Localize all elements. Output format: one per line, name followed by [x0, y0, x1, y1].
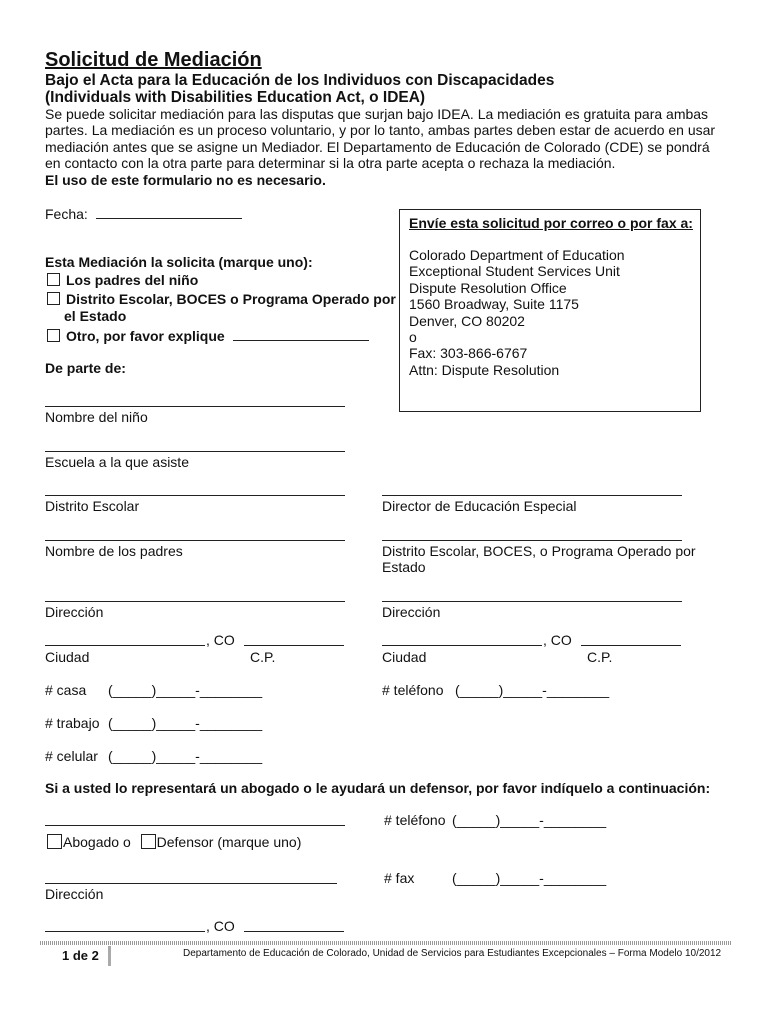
home-phone-blank[interactable]: (_____)_____-________ — [108, 682, 263, 698]
requester-option-district-cont: el Estado — [64, 308, 127, 324]
requester-heading: Esta Mediación la solicita (marque uno): — [45, 254, 313, 270]
address-line: Exceptional Student Services Unit — [409, 263, 620, 280]
school-label: Escuela a la que asiste — [45, 454, 189, 470]
footer-rule — [40, 941, 732, 945]
child-name-label: Nombre del niño — [45, 409, 148, 425]
intro-line: partes. La mediación es un proceso voluntario, y por lo tanto, ambas partes deben estar de acuerdo en usar — [45, 122, 716, 139]
director-blank[interactable] — [382, 495, 682, 496]
district-phone-blank[interactable]: (_____)_____-________ — [455, 682, 610, 698]
attorney-phone-label: # teléfono — [384, 812, 446, 828]
cell-phone-blank[interactable]: (_____)_____-________ — [108, 748, 263, 764]
date-label: Fecha: — [45, 206, 88, 222]
district-boces-blank[interactable] — [382, 540, 682, 541]
state-co: , CO — [206, 632, 235, 648]
mailing-heading: Envíe esta solicitud por correo o por fax a: — [409, 215, 693, 231]
district-blank[interactable] — [45, 495, 345, 496]
form-title: Solicitud de Mediación — [45, 49, 262, 71]
attorney-fax-blank[interactable]: (_____)_____-________ — [452, 870, 607, 886]
footer-text: Departamento de Educación de Colorado, Unidad de Servicios para Estudiantes Excepcionales – Forma Modelo 10/2012 — [183, 948, 722, 959]
district-state-co: , CO — [543, 632, 572, 648]
requester-option-district[interactable] — [47, 291, 396, 307]
parents-name-blank[interactable] — [45, 540, 345, 541]
address-label: Dirección — [45, 604, 104, 620]
intro-note: El uso de este formulario no es necesario. — [45, 171, 326, 188]
intro-line: mediación antes que se asigne un Mediador. El Departamento de Educación de Colorado (CDE) se pondrá — [45, 138, 710, 155]
attorney-fax-label: # fax — [384, 870, 415, 886]
district-phone-label: # teléfono — [382, 682, 444, 698]
work-phone-blank[interactable]: (_____)_____-________ — [108, 715, 263, 731]
address-line: o — [409, 329, 417, 346]
date-blank[interactable] — [96, 205, 242, 219]
parents-name-label: Nombre de los padres — [45, 543, 183, 559]
address-line: Colorado Department of Education — [409, 247, 625, 263]
option-label: Los padres del niño — [66, 272, 199, 288]
attorney-name-blank[interactable] — [45, 825, 345, 826]
intro-line: en contacto con la otra parte para determinar si la otra parte acepta o rechaza la mediación. — [45, 155, 616, 172]
cell-phone-label: # celular — [45, 748, 98, 764]
subtitle-english: (Individuals with Disabilities Education Act, o IDEA) — [45, 89, 426, 106]
address-line: Fax: 303-866-6767 — [409, 345, 528, 362]
option-label: Distrito Escolar, BOCES o Programa Operado por — [66, 291, 396, 307]
address-line: Denver, CO 80202 — [409, 312, 525, 329]
attorney-type-select[interactable] — [47, 834, 301, 850]
attorney-phone-blank[interactable]: (_____)_____-________ — [452, 812, 607, 828]
district-address-blank[interactable] — [382, 601, 682, 602]
zip-blank[interactable] — [244, 645, 344, 646]
checkbox[interactable] — [47, 273, 60, 286]
district-boces-label-cont: Estado — [382, 559, 426, 575]
city-label: Ciudad — [45, 649, 90, 665]
director-label: Director de Educación Especial — [382, 498, 577, 514]
requester-option-other[interactable] — [47, 327, 369, 344]
district-city-label: Ciudad — [382, 649, 427, 665]
defensor-label: Defensor (marque uno) — [156, 834, 302, 850]
attorney-city-blank[interactable] — [45, 931, 205, 932]
abogado-label: Abogado o — [63, 834, 131, 850]
home-phone-label: # casa — [45, 682, 87, 698]
district-zip-label: C.P. — [587, 649, 613, 665]
option-label: Otro, por favor explique — [66, 328, 225, 344]
intro-line: Se puede solicitar mediación para las disputas que surjan bajo IDEA. La mediación es gratuita para ambas — [45, 106, 709, 122]
address-blank[interactable] — [45, 601, 345, 602]
address-line: 1560 Broadway, Suite 1175 — [409, 296, 579, 313]
attorney-heading: Si a usted lo representará un abogado o le ayudará un defensor, por favor indíquelo a continuación: — [45, 780, 711, 796]
subtitle-spanish: Bajo el Acta para la Educación de los Individuos con Discapacidades — [45, 72, 555, 89]
attorney-state-co: , CO — [206, 918, 235, 934]
district-zip-blank[interactable] — [581, 645, 681, 646]
district-boces-label: Distrito Escolar, BOCES, o Programa Operado por — [382, 543, 696, 559]
on-behalf-label: De parte de: — [45, 360, 126, 376]
attorney-address-label: Dirección — [45, 886, 104, 902]
district-address-label: Dirección — [382, 604, 441, 620]
district-label: Distrito Escolar — [45, 498, 140, 514]
checkbox[interactable] — [47, 292, 60, 305]
attorney-address-blank[interactable] — [45, 883, 337, 884]
mailing-address — [409, 247, 625, 378]
city-blank[interactable] — [45, 645, 205, 646]
zip-label: C.P. — [250, 649, 276, 665]
work-phone-label: # trabajo — [45, 715, 100, 731]
child-name-blank[interactable] — [45, 406, 345, 407]
explain-blank[interactable] — [233, 327, 369, 341]
checkbox-defensor[interactable] — [141, 834, 156, 849]
intro-paragraph — [45, 106, 725, 188]
district-city-blank[interactable] — [382, 645, 542, 646]
attorney-zip-blank[interactable] — [244, 931, 344, 932]
checkbox-abogado[interactable] — [47, 834, 62, 849]
page-number: 1 de 2 — [62, 948, 99, 963]
school-blank[interactable] — [45, 451, 345, 452]
address-line: Dispute Resolution Office — [409, 279, 567, 296]
address-line: Attn: Dispute Resolution — [409, 361, 560, 378]
date-field[interactable] — [45, 205, 242, 222]
requester-option-parents[interactable] — [47, 272, 198, 288]
checkbox[interactable] — [47, 329, 60, 342]
